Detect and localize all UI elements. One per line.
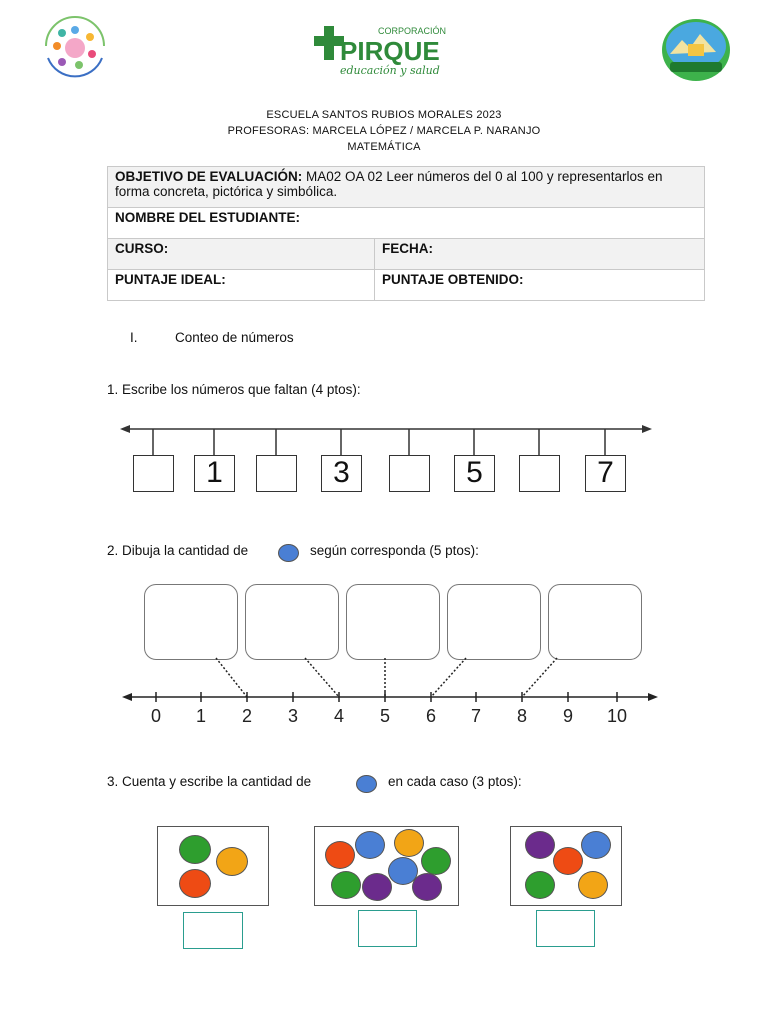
q1-box-3[interactable] [256, 455, 297, 492]
tick-label-2: 2 [241, 706, 252, 726]
q1-box-5[interactable] [389, 455, 430, 492]
question-1-text: 1. Escribe los números que faltan (4 ptos): [107, 382, 361, 397]
q1-box-1[interactable] [133, 455, 174, 492]
orange-circle-icon [394, 829, 424, 857]
tick-label-3: 3 [287, 706, 298, 726]
green-circle-icon [525, 871, 555, 899]
tick-label-4: 4 [333, 706, 344, 726]
q2-drawing-box-3[interactable] [346, 584, 440, 660]
subject-line: MATEMÁTICA [347, 141, 421, 153]
date-label: FECHA: [382, 241, 433, 256]
blue-circle-icon [355, 831, 385, 859]
blue-circle-icon [581, 831, 611, 859]
obtained-score-cell[interactable] [375, 270, 705, 301]
q1-number-line [118, 420, 658, 458]
purple-circle-icon [412, 873, 442, 901]
obtained-score-label: PUNTAJE OBTENIDO: [382, 272, 524, 287]
logo-top-text: CORPORACIÓN [378, 26, 447, 36]
count-panel-3 [510, 826, 622, 906]
objective-text: MA02 OA 02 Leer números del 0 al 100 y representarlos en forma concreta, pictórica y simbólica. [115, 169, 663, 199]
date-cell[interactable] [375, 239, 705, 270]
count-answer-box-1[interactable] [183, 912, 243, 949]
count-panel-1 [157, 826, 269, 906]
tick-label-5: 5 [379, 706, 390, 726]
q2-drawing-box-4[interactable] [447, 584, 541, 660]
question-3-text-after: en cada caso (3 ptos): [388, 774, 522, 789]
logo-school-seal [660, 18, 732, 82]
question-2-text-after: según corresponda (5 ptos): [310, 543, 479, 558]
objective-cell [108, 167, 705, 208]
green-circle-icon [331, 871, 361, 899]
student-name-cell[interactable] [108, 208, 705, 239]
count-answer-box-2[interactable] [358, 910, 417, 947]
green-circle-icon [179, 835, 211, 864]
tick-label-10: 10 [606, 706, 628, 726]
q2-drawing-box-2[interactable] [245, 584, 339, 660]
count-answer-box-3[interactable] [536, 910, 595, 947]
tick-label-1: 1 [195, 706, 206, 726]
purple-circle-icon [362, 873, 392, 901]
red-circle-icon [553, 847, 583, 875]
tick-label-7: 7 [470, 706, 481, 726]
ideal-score-label: PUNTAJE IDEAL: [115, 272, 226, 287]
q2-drawing-box-1[interactable] [144, 584, 238, 660]
tick-label-6: 6 [425, 706, 436, 726]
student-info-table [107, 166, 705, 301]
green-circle-icon [421, 847, 451, 875]
purple-circle-icon [525, 831, 555, 859]
q1-box-7[interactable] [519, 455, 560, 492]
logo-corporacion-pirque [312, 20, 458, 80]
tick-label-9: 9 [562, 706, 573, 726]
red-circle-icon [179, 869, 211, 898]
question-2-text-before: 2. Dibuja la cantidad de [107, 543, 249, 558]
logo-tagline-text: educación y salud [340, 64, 440, 77]
q1-box-2: 1 [194, 455, 235, 492]
count-panel-2 [314, 826, 459, 906]
q1-box-4: 3 [321, 455, 362, 492]
orange-circle-icon [216, 847, 248, 876]
q1-box-8: 7 [585, 455, 626, 492]
student-name-label: NOMBRE DEL ESTUDIANTE: [115, 210, 301, 225]
section-numeral: I. [130, 330, 138, 345]
tick-label-0: 0 [150, 706, 161, 726]
tick-label-8: 8 [516, 706, 527, 726]
school-name: ESCUELA SANTOS RUBIOS MORALES 2023 [266, 109, 502, 121]
course-label: CURSO: [115, 241, 169, 256]
objective-label: OBJETIVO DE EVALUACIÓN: [115, 169, 303, 184]
red-circle-icon [325, 841, 355, 869]
logo-brand-text: PIRQUE [340, 36, 440, 66]
blue-circle-icon [356, 775, 377, 793]
blue-circle-icon [278, 544, 299, 562]
orange-circle-icon [578, 871, 608, 899]
ideal-score-cell [108, 270, 375, 301]
section-title: Conteo de números [175, 330, 294, 345]
course-cell[interactable] [108, 239, 375, 270]
question-3-text-before: 3. Cuenta y escribe la cantidad de [107, 774, 312, 789]
teachers-line: PROFESORAS: MARCELA LÓPEZ / MARCELA P. NARANJO [227, 125, 541, 137]
q2-drawing-box-5[interactable] [548, 584, 642, 660]
logo-pie-program [34, 12, 116, 84]
q2-number-line [120, 655, 660, 707]
q1-box-6: 5 [454, 455, 495, 492]
